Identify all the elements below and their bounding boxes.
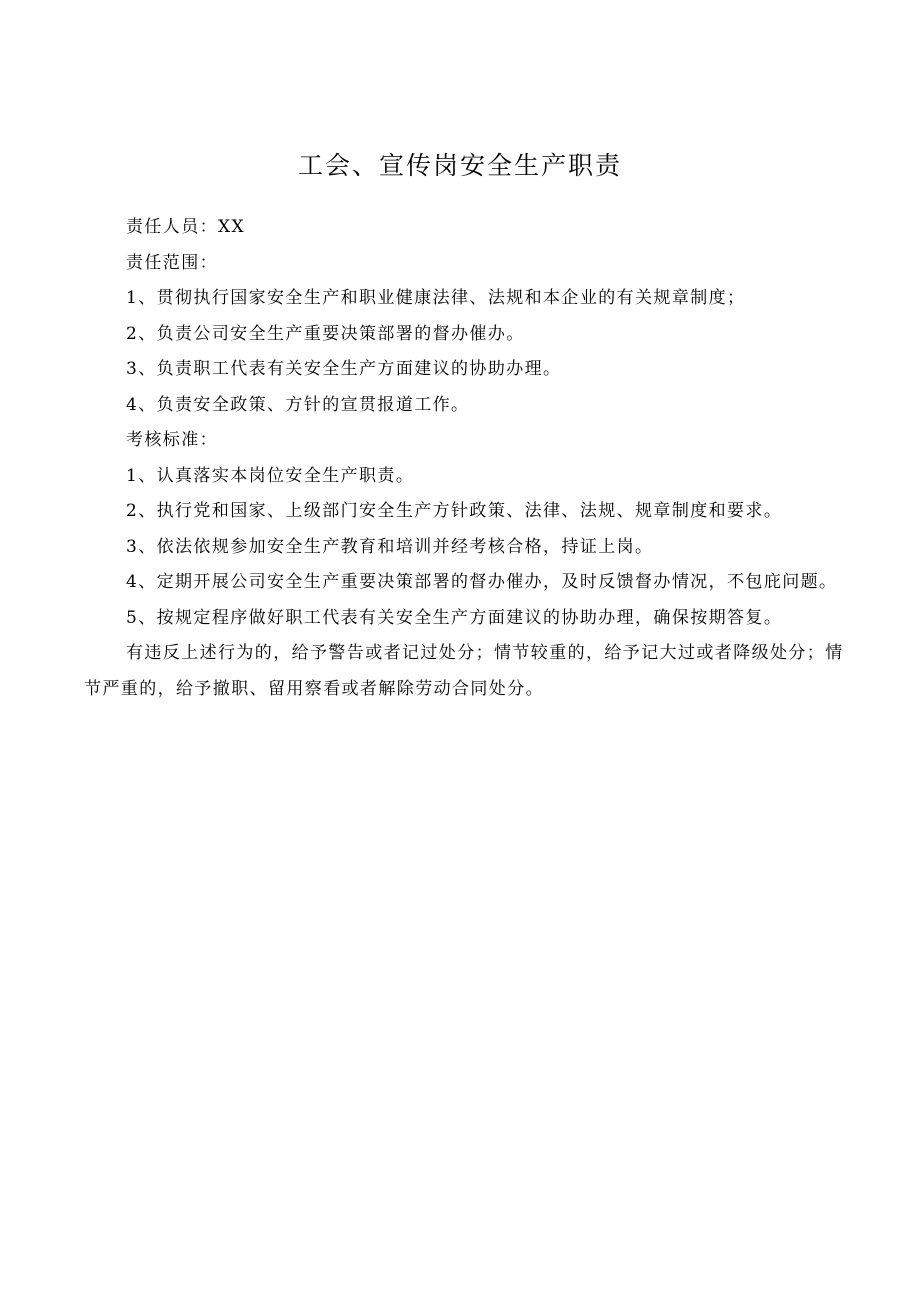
standard-item-2: 2、执行党和国家、上级部门安全生产方针政策、法律、法规、规章制度和要求。 [126,501,783,521]
standard-heading: 考核标准： [126,430,218,450]
responsible-person: 责任人员：XX [126,217,246,237]
standard-item-4: 4、定期开展公司安全生产重要决策部署的督办催办，及时反馈督办情况，不包庇问题。 [126,572,838,592]
standard-item-3: 3、依法依规参加安全生产教育和培训并经考核合格，持证上岗。 [126,536,654,557]
scope-item-4: 4、负责安全政策、方针的宣贯报道工作。 [126,394,470,415]
scope-item-1: 1、贯彻执行国家安全生产和职业健康法律、法规和本企业的有关规章制度； [126,288,746,308]
standard-item-1: 1、认真落实本岗位安全生产职责。 [126,465,415,486]
penalty-paragraph: 有违反上述行为的，给予警告或者记过处分；情节较重的，给予记大过或者降级处分；情节严重的，给予撤职、留用察看或者解除劳动合同处分。 [84,643,844,699]
scope-item-3: 3、负责职工代表有关安全生产方面建议的协助办理。 [126,359,562,379]
scope-heading: 责任范围： [126,252,218,273]
document-body [84,210,854,707]
standard-item-5: 5、按规定程序做好职工代表有关安全生产方面建议的协助办理，确保按期答复。 [126,607,783,628]
scope-item-2: 2、负责公司安全生产重要决策部署的督办催办。 [126,323,525,344]
document-title: 工会、宣传岗安全生产职责 [297,151,622,180]
